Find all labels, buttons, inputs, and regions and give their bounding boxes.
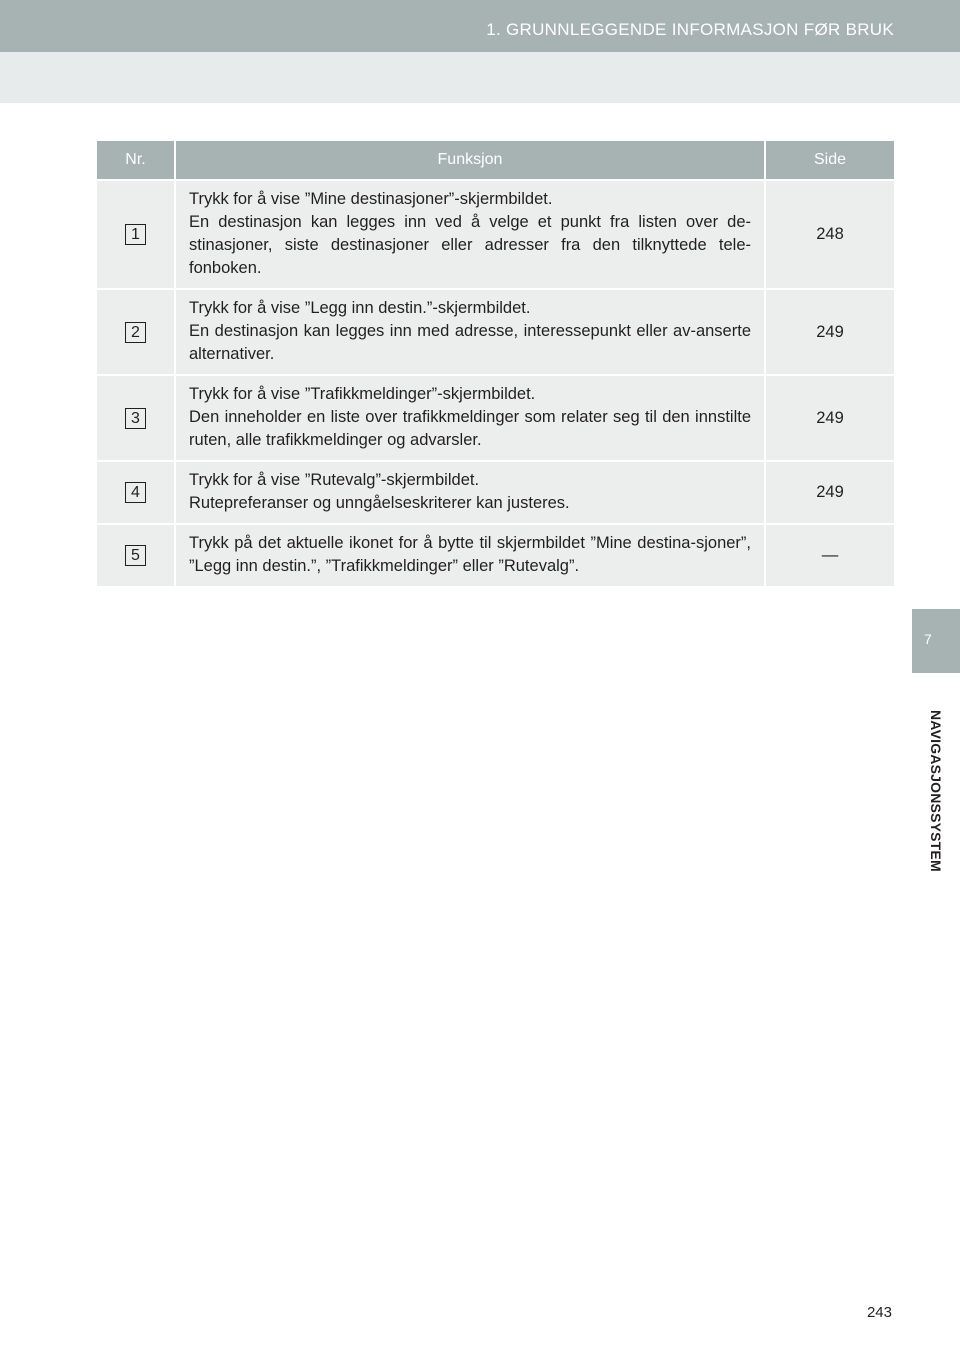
chapter-label: NAVIGASJONSSYSTEM xyxy=(928,709,944,872)
page-number: 243 xyxy=(866,1304,892,1321)
row-page: — xyxy=(765,524,894,586)
table-row xyxy=(97,180,894,289)
description-line: Trykk for å vise ”Legg inn destin.”-skjermbildet. xyxy=(189,299,531,317)
description-line: Trykk for å vise ”Trafikkmeldinger”-skjermbildet. xyxy=(189,385,536,403)
table-row xyxy=(97,289,894,375)
row-number-cell xyxy=(97,289,175,375)
row-description xyxy=(175,461,765,524)
table-row xyxy=(97,375,894,461)
number-box: 4 xyxy=(125,482,146,503)
description-line: En destinasjon kan legges inn med adresse, interessepunkt eller av-anserte alternativer. xyxy=(189,322,751,363)
description-line: Trykk for å vise ”Mine destinasjoner”-skjermbildet. xyxy=(189,190,553,208)
description-line: Trykk på det aktuelle ikonet for å bytte til skjermbildet ”Mine destina-sjoner”, ”Legg inn destin.”, ”Trafikkmeldinger” eller ”Rutevalg”. xyxy=(189,534,751,575)
function-table xyxy=(97,141,894,586)
row-page: 249 xyxy=(765,375,894,461)
table-row xyxy=(97,461,894,524)
chapter-tab xyxy=(912,609,960,673)
column-header-side: Side xyxy=(765,141,894,180)
number-box: 3 xyxy=(125,408,146,429)
table-row xyxy=(97,524,894,586)
section-title: 1. GRUNNLEGGENDE INFORMASJON FØR BRUK xyxy=(486,20,894,39)
number-box: 5 xyxy=(125,545,146,566)
description-line: Rutepreferanser og unngåelseskriterer kan justeres. xyxy=(189,494,570,512)
description-line: Den inneholder en liste over trafikkmeldinger som relater seg til den innstilte ruten, alle trafikkmeldinger og advarsler. xyxy=(189,408,751,449)
row-number-cell xyxy=(97,375,175,461)
row-page: 248 xyxy=(765,180,894,289)
header-band xyxy=(0,52,960,103)
row-description xyxy=(175,524,765,586)
chapter-number: 7 xyxy=(924,631,932,647)
row-number-cell xyxy=(97,180,175,289)
number-box: 1 xyxy=(125,224,146,245)
chapter-label-container xyxy=(912,673,960,908)
table-header-row xyxy=(97,141,894,180)
description-line: En destinasjon kan legges inn ved å velge et punkt fra listen over de-stinasjoner, siste destinasjoner eller adresser fra den tilknyttede tele-fonboken. xyxy=(189,213,751,277)
header-bar xyxy=(0,0,960,52)
row-description xyxy=(175,289,765,375)
row-page: 249 xyxy=(765,461,894,524)
row-description xyxy=(175,180,765,289)
row-page: 249 xyxy=(765,289,894,375)
description-line: Trykk for å vise ”Rutevalg”-skjermbildet. xyxy=(189,471,480,489)
column-header-funksjon: Funksjon xyxy=(175,141,765,180)
row-description xyxy=(175,375,765,461)
row-number-cell xyxy=(97,461,175,524)
row-number-cell xyxy=(97,524,175,586)
column-header-nr: Nr. xyxy=(97,141,175,180)
number-box: 2 xyxy=(125,322,146,343)
